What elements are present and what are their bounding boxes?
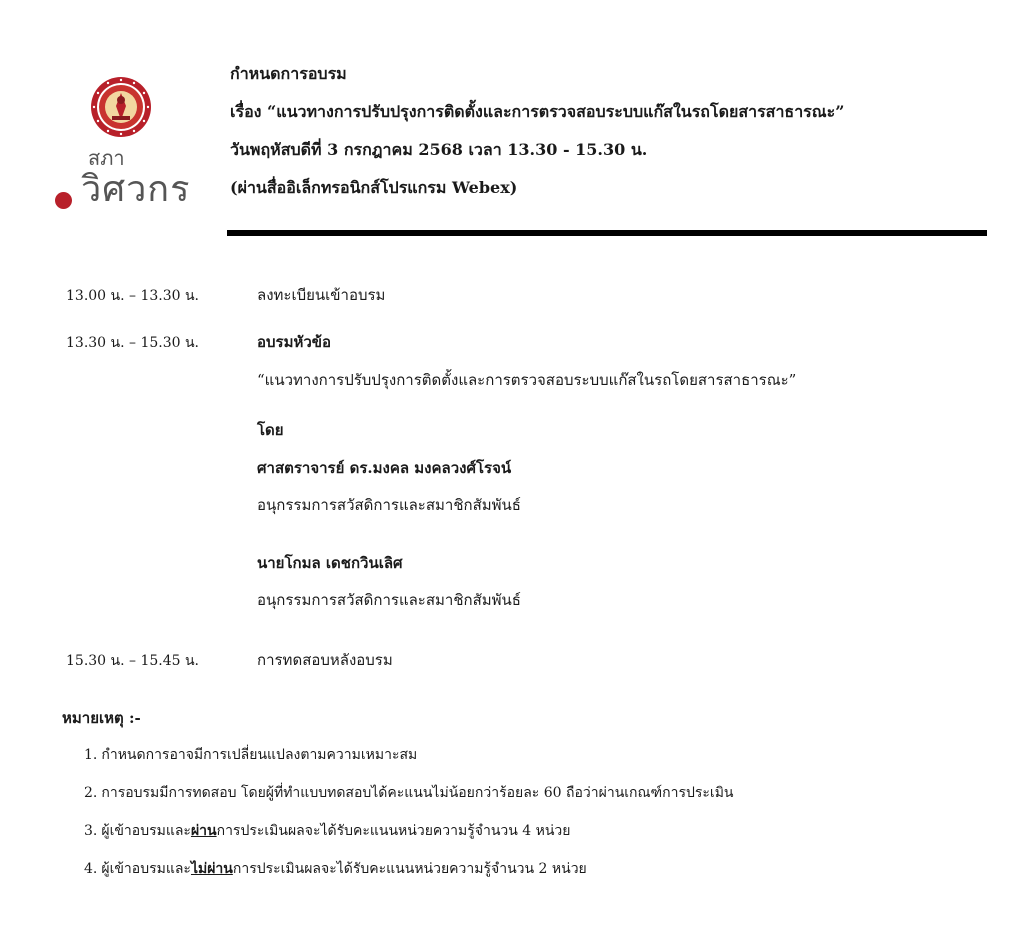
remark-text: การอบรมมีการทดสอบ โดยผู้ที่ทำแบบทดสอบได้คะแนนไม่น้อยกว่าร้อยละ 60 ถือว่าผ่านเกณฑ์การประเมิน (101, 785, 734, 801)
speaker-1-role: อนุกรรมการสวัสดิการและสมาชิกสัมพันธ์ (257, 496, 521, 514)
remark-number: 1. (84, 747, 98, 763)
header-channel: (ผ่านสื่ออิเล็กทรอนิกส์โปรแกรม Webex) (230, 178, 518, 197)
engineering-council-seal-icon (90, 76, 152, 138)
remark-number: 4. (84, 861, 98, 877)
remark-text-post: การประเมินผลจะได้รับคะแนนหน่วยความรู้จำนวน 4 หน่วย (216, 823, 571, 839)
remark-emphasis: ผ่าน (190, 823, 217, 839)
document-header (230, 64, 986, 216)
remark-emphasis: ไม่ผ่าน (190, 861, 233, 877)
schedule-time-3: 15.30 น. – 15.45 น. (66, 653, 199, 669)
training-topic: “แนวทางการปรับปรุงการติดตั้งและการตรวจสอบระบบแก๊สในรถโดยสารสาธารณะ” (257, 371, 797, 389)
logo-main-text: วิศวกร (81, 169, 191, 210)
remark-item-1 (84, 745, 417, 765)
schedule-activity-1: ลงทะเบียนเข้าอบรม (257, 286, 386, 304)
schedule-activity-2: อบรมหัวข้อ (257, 333, 332, 351)
logo-red-dot (55, 192, 72, 209)
header-subject: เรื่อง “แนวทางการปรับปรุงการติดตั้งและการตรวจสอบระบบแก๊สในรถโดยสารสาธารณะ” (230, 102, 845, 121)
remark-text-pre: ผู้เข้าอบรมและ (101, 823, 191, 839)
schedule-activity-3: การทดสอบหลังอบรม (257, 651, 393, 669)
header-title: กำหนดการอบรม (230, 64, 347, 83)
schedule-time-1: 13.00 น. – 13.30 น. (66, 288, 199, 304)
remarks-title: หมายเหตุ :- (62, 709, 141, 727)
remark-text-post: การประเมินผลจะได้รับคะแนนหน่วยความรู้จำนวน 2 หน่วย (232, 861, 587, 877)
header-date: วันพฤหัสบดีที่ 3 กรกฎาคม 2568 เวลา 13.30 - 15.30 น. (230, 140, 648, 159)
remark-item-2 (84, 783, 734, 803)
remark-number: 2. (84, 785, 98, 801)
schedule-time-2: 13.30 น. – 15.30 น. (66, 335, 199, 351)
speaker-2-role: อนุกรรมการสวัสดิการและสมาชิกสัมพันธ์ (257, 591, 521, 609)
remark-text-pre: ผู้เข้าอบรมและ (101, 861, 191, 877)
header-divider (227, 230, 987, 236)
remark-item-3 (84, 821, 571, 841)
speaker-1-name: ศาสตราจารย์ ดร.มงคล มงคลวงศ์โรจน์ (257, 459, 512, 477)
logo-top-text: สภา (88, 146, 125, 170)
engineering-council-logo (52, 72, 212, 222)
remark-item-4 (84, 859, 587, 879)
remark-number: 3. (84, 823, 98, 839)
remark-text: กำหนดการอาจมีการเปลี่ยนแปลงตามความเหมาะสม (101, 747, 418, 763)
speakers-label: โดย (257, 421, 284, 439)
speaker-2-name: นายโกมล เดชกวินเลิศ (257, 554, 403, 572)
